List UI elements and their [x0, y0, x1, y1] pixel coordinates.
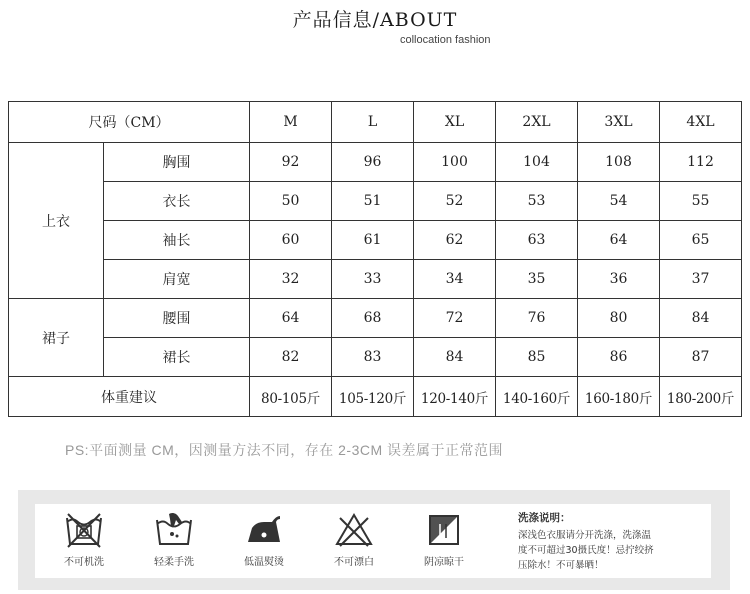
- value-cell: 86: [578, 338, 660, 377]
- value-cell: 34: [414, 260, 496, 299]
- value-cell: 96: [332, 143, 414, 182]
- weight-cell: 140-160斤: [496, 377, 578, 417]
- value-cell: 37: [660, 260, 742, 299]
- value-cell: 53: [496, 182, 578, 221]
- value-cell: 51: [332, 182, 414, 221]
- size-header-row: [9, 102, 742, 143]
- care-label: 轻柔手洗: [154, 557, 194, 568]
- table-row: [9, 143, 742, 182]
- value-cell: 83: [332, 338, 414, 377]
- size-cell: 4XL: [660, 102, 742, 143]
- no-bleach-icon: [332, 510, 376, 550]
- value-cell: 60: [250, 221, 332, 260]
- value-cell: 50: [250, 182, 332, 221]
- value-cell: 84: [414, 338, 496, 377]
- care-instructions-title: 洗涤说明：: [518, 512, 571, 524]
- measure-label: 肩宽: [104, 260, 250, 299]
- value-cell: 64: [578, 221, 660, 260]
- value-cell: 84: [660, 299, 742, 338]
- weight-cell: 180-200斤: [660, 377, 742, 417]
- care-item-low-iron: [233, 510, 295, 568]
- care-label: 不可机洗: [64, 557, 104, 568]
- value-cell: 52: [414, 182, 496, 221]
- care-item-no-bleach: [323, 510, 385, 568]
- value-cell: 54: [578, 182, 660, 221]
- care-instructions-line: 深浅色衣服请分开洗涤，洗涤温: [518, 530, 652, 541]
- size-cell: XL: [414, 102, 496, 143]
- table-row: [9, 338, 742, 377]
- care-item-shade-dry: [413, 510, 475, 568]
- weight-cell: 105-120斤: [332, 377, 414, 417]
- value-cell: 72: [414, 299, 496, 338]
- value-cell: 104: [496, 143, 578, 182]
- measure-label: 裙长: [104, 338, 250, 377]
- value-cell: 61: [332, 221, 414, 260]
- value-cell: 112: [660, 143, 742, 182]
- value-cell: 85: [496, 338, 578, 377]
- value-cell: 62: [414, 221, 496, 260]
- care-instructions: [518, 510, 708, 573]
- measure-label: 胸围: [104, 143, 250, 182]
- value-cell: 68: [332, 299, 414, 338]
- care-panel-inner: [35, 504, 711, 578]
- value-cell: 33: [332, 260, 414, 299]
- care-instructions-line: 度不可超过30摄氏度！忌拧绞挤: [518, 545, 654, 556]
- value-cell: 32: [250, 260, 332, 299]
- value-cell: 82: [250, 338, 332, 377]
- hand-wash-icon: [152, 510, 196, 550]
- value-cell: 35: [496, 260, 578, 299]
- measure-label: 袖长: [104, 221, 250, 260]
- table-row: [9, 182, 742, 221]
- low-iron-icon: [242, 510, 286, 550]
- value-cell: 76: [496, 299, 578, 338]
- group-label-skirt: 裙子: [9, 299, 104, 377]
- care-label: 低温熨烫: [244, 557, 284, 568]
- group-label-top: 上衣: [9, 143, 104, 299]
- value-cell: 108: [578, 143, 660, 182]
- size-cell: L: [332, 102, 414, 143]
- value-cell: 64: [250, 299, 332, 338]
- weight-cell: 80-105斤: [250, 377, 332, 417]
- measurement-note: PS:平面测量 CM，因测量方法不同，存在 2-3CM 误差属于正常范围: [65, 442, 504, 458]
- size-chart-table: [8, 101, 742, 417]
- table-row: [9, 260, 742, 299]
- value-cell: 80: [578, 299, 660, 338]
- value-cell: 36: [578, 260, 660, 299]
- care-item-no-machine-wash: [53, 510, 115, 568]
- value-cell: 65: [660, 221, 742, 260]
- table-row: [9, 299, 742, 338]
- size-cell: M: [250, 102, 332, 143]
- page-title: 产品信息/ABOUT: [292, 9, 458, 31]
- measure-label: 衣长: [104, 182, 250, 221]
- care-label: 不可漂白: [334, 557, 374, 568]
- care-item-hand-wash: [143, 510, 205, 568]
- table-row: [9, 221, 742, 260]
- weight-cell: 160-180斤: [578, 377, 660, 417]
- value-cell: 63: [496, 221, 578, 260]
- no-machine-wash-icon: [62, 510, 106, 550]
- weight-cell: 120-140斤: [414, 377, 496, 417]
- size-cell: 3XL: [578, 102, 660, 143]
- value-cell: 87: [660, 338, 742, 377]
- care-instructions-line: 压除水！不可暴晒！: [518, 560, 604, 571]
- shade-dry-icon: [422, 510, 466, 550]
- measure-label: 腰围: [104, 299, 250, 338]
- weight-label: 体重建议: [9, 377, 250, 417]
- value-cell: 55: [660, 182, 742, 221]
- care-label: 阴凉晾干: [424, 557, 464, 568]
- page-subtitle: collocation fashion: [400, 34, 491, 46]
- care-panel: [18, 490, 730, 590]
- value-cell: 100: [414, 143, 496, 182]
- weight-row: [9, 377, 742, 417]
- size-cell: 2XL: [496, 102, 578, 143]
- size-label-cell: 尺码（CM）: [9, 102, 250, 143]
- value-cell: 92: [250, 143, 332, 182]
